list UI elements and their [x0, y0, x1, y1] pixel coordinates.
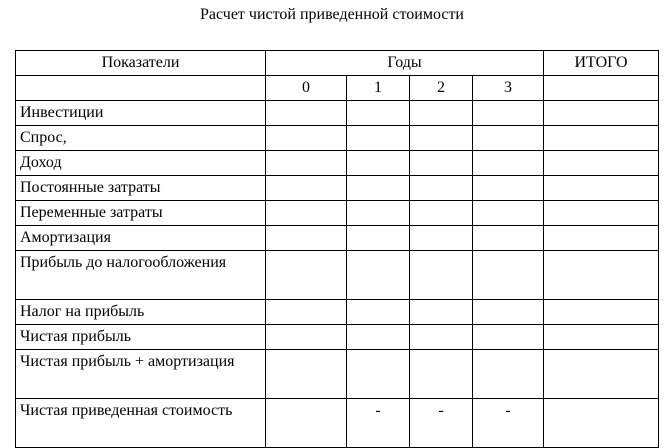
table-cell — [544, 176, 659, 201]
table-cell — [347, 176, 410, 201]
table-cell — [544, 251, 659, 300]
row-label: Чистая прибыль + амортизация — [16, 350, 266, 399]
table-cell — [347, 226, 410, 251]
table-cell — [410, 201, 473, 226]
table-cell — [410, 350, 473, 399]
table-cell — [544, 201, 659, 226]
table-cell — [410, 300, 473, 325]
table-cell — [473, 151, 544, 176]
year-0: 0 — [266, 76, 347, 101]
table-cell — [473, 226, 544, 251]
table-row — [16, 350, 659, 399]
row-label: Амортизация — [16, 226, 266, 251]
table-cell — [266, 201, 347, 226]
table-header-row — [16, 51, 659, 76]
table-cell — [544, 151, 659, 176]
table-cell — [544, 350, 659, 399]
table-cell — [266, 350, 347, 399]
year-1: 1 — [347, 76, 410, 101]
table-cell — [410, 176, 473, 201]
table-cell — [347, 300, 410, 325]
table-cell — [544, 300, 659, 325]
table-cell — [473, 176, 544, 201]
table-cell — [347, 325, 410, 350]
row-label: Чистая прибыль — [16, 325, 266, 350]
table-cell — [544, 126, 659, 151]
table-cell — [473, 251, 544, 300]
table-cell — [266, 399, 347, 448]
table-cell — [473, 126, 544, 151]
row-label: Прибыль до налогообложения — [16, 251, 266, 300]
document-title: Расчет чистой приведенной стоимости — [199, 6, 464, 23]
table-cell — [473, 101, 544, 126]
table-cell — [266, 126, 347, 151]
table-row — [16, 101, 659, 126]
table-cell — [266, 101, 347, 126]
table-row — [16, 201, 659, 226]
table-cell — [347, 201, 410, 226]
year-3: 3 — [473, 76, 544, 101]
row-label: Переменные затраты — [16, 201, 266, 226]
table-cell — [544, 325, 659, 350]
header-years: Годы — [266, 51, 544, 76]
npv-table — [15, 50, 659, 448]
table-cell — [473, 325, 544, 350]
table-row — [16, 325, 659, 350]
row-label: Доход — [16, 151, 266, 176]
table-cell — [544, 399, 659, 448]
year-row-total-blank — [544, 76, 659, 101]
year-row-blank — [16, 76, 266, 101]
table-cell — [347, 350, 410, 399]
table-cell — [266, 176, 347, 201]
table-year-row — [16, 76, 659, 101]
table-cell — [410, 251, 473, 300]
table-cell — [266, 325, 347, 350]
table-cell — [473, 350, 544, 399]
year-2: 2 — [410, 76, 473, 101]
table-cell — [266, 251, 347, 300]
header-indicators: Показатели — [16, 51, 266, 76]
table-cell — [266, 151, 347, 176]
row-label: Постоянные затраты — [16, 176, 266, 201]
table-cell-dash: - — [473, 399, 544, 448]
table-cell — [410, 325, 473, 350]
table-cell-dash: - — [410, 399, 473, 448]
table-cell — [410, 101, 473, 126]
table-row — [16, 126, 659, 151]
row-label: Налог на прибыль — [16, 300, 266, 325]
table-row — [16, 300, 659, 325]
row-label: Спрос, — [16, 126, 266, 151]
table-cell — [347, 126, 410, 151]
table-cell — [266, 226, 347, 251]
table-cell — [473, 201, 544, 226]
table-row — [16, 176, 659, 201]
header-total: ИТОГО — [544, 51, 659, 76]
table-cell — [410, 126, 473, 151]
table-cell — [544, 101, 659, 126]
table-cell — [473, 300, 544, 325]
table-row — [16, 399, 659, 448]
table-row — [16, 251, 659, 300]
table-cell-dash: - — [347, 399, 410, 448]
table-cell — [347, 101, 410, 126]
table-row — [16, 226, 659, 251]
table-cell — [410, 151, 473, 176]
table-cell — [347, 251, 410, 300]
table-cell — [347, 151, 410, 176]
table-row — [16, 151, 659, 176]
row-label: Чистая приведенная стоимость — [16, 399, 266, 448]
table-cell — [266, 300, 347, 325]
table-cell — [410, 226, 473, 251]
row-label: Инвестиции — [16, 101, 266, 126]
table-cell — [544, 226, 659, 251]
